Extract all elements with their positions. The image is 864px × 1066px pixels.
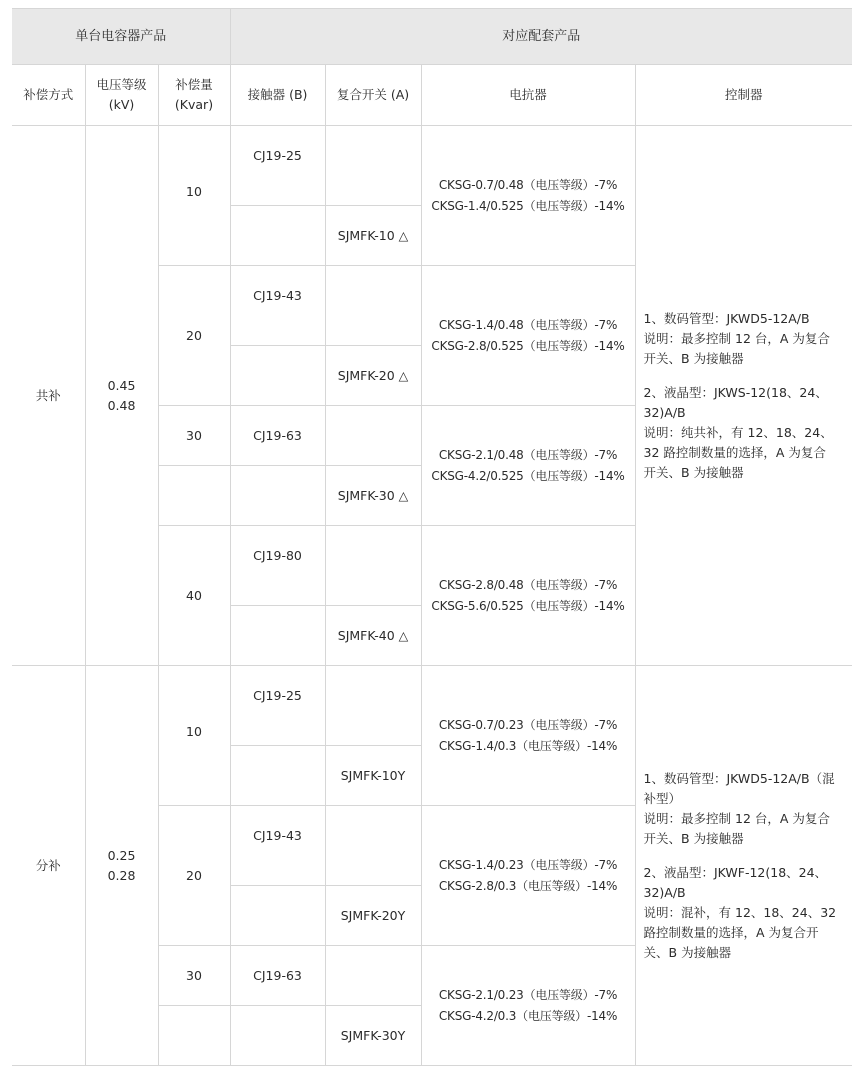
reactor-spec: CKSG-2.8/0.3（电压等级）-14% <box>438 878 618 893</box>
controller-line: 说明：最多控制 12 台，A 为复合 <box>643 810 830 826</box>
voltage-cell <box>85 666 158 1066</box>
controller-line: 2、液晶型：JKWF-12(18、24、 <box>643 864 828 880</box>
col-contactor-header: 接触器 (B) <box>230 65 325 126</box>
reactor-spec: CKSG-2.8/0.48（电压等级）-7% <box>438 577 618 592</box>
switch-cell: SJMFK-10 △ <box>325 206 421 266</box>
switch-cell-empty <box>325 266 421 346</box>
voltage-value: 0.28 <box>107 867 136 883</box>
table-row <box>12 126 852 206</box>
reactor-cell <box>421 406 635 526</box>
switch-cell-empty <box>325 806 421 886</box>
contactor-cell-empty <box>230 746 325 806</box>
reactor-spec: CKSG-2.1/0.23（电压等级）-7% <box>438 987 618 1002</box>
controller-cell <box>635 126 852 666</box>
controller-line: 开关、B 为接触器 <box>643 464 744 480</box>
switch-cell: SJMFK-40 △ <box>325 606 421 666</box>
contactor-cell-empty <box>230 1006 325 1066</box>
single-capacitor-header: 单台电容器产品 <box>12 9 230 65</box>
reactor-cell <box>421 666 635 806</box>
col-voltage-header <box>85 65 158 126</box>
switch-cell: SJMFK-20Y <box>325 886 421 946</box>
switch-cell: SJMFK-20 △ <box>325 346 421 406</box>
reactor-spec: CKSG-2.1/0.48（电压等级）-7% <box>438 447 618 462</box>
reactor-spec: CKSG-5.6/0.525（电压等级）-14% <box>431 598 625 613</box>
contactor-cell: CJ19-25 <box>230 666 325 746</box>
switch-cell-empty <box>325 126 421 206</box>
controller-line: 32)A/B <box>643 404 686 420</box>
controller-line: 32 路控制数量的选择，A 为复合 <box>643 444 826 460</box>
col-voltage-unit: (kV) <box>108 97 135 112</box>
contactor-cell-empty <box>230 606 325 666</box>
reactor-spec: CKSG-2.8/0.525（电压等级）-14% <box>431 338 625 353</box>
kvar-cell: 20 <box>158 266 230 406</box>
reactor-cell <box>421 126 635 266</box>
reactor-spec: CKSG-4.2/0.3（电压等级）-14% <box>438 1008 618 1023</box>
kvar-cell: 30 <box>158 406 230 466</box>
controller-line: 说明：混补，有 12、18、24、32 <box>643 904 837 920</box>
kvar-cell: 10 <box>158 666 230 806</box>
mode-cell: 共补 <box>12 126 85 666</box>
contactor-cell: CJ19-80 <box>230 526 325 606</box>
contactor-cell-empty <box>230 346 325 406</box>
controller-line: 关、B 为接触器 <box>643 944 732 960</box>
header-row-columns <box>12 65 852 126</box>
col-controller-header: 控制器 <box>635 65 852 126</box>
switch-cell-empty <box>325 946 421 1006</box>
controller-line: 1、数码管型：JKWD5-12A/B <box>643 310 810 326</box>
switch-cell: SJMFK-30 △ <box>325 466 421 526</box>
mode-cell: 分补 <box>12 666 85 1066</box>
contactor-cell: CJ19-63 <box>230 406 325 466</box>
kvar-cell-empty <box>158 466 230 526</box>
contactor-cell-empty <box>230 466 325 526</box>
kvar-cell: 20 <box>158 806 230 946</box>
controller-line: 路控制数量的选择，A 为复合开 <box>643 924 819 940</box>
reactor-spec: CKSG-4.2/0.525（电压等级）-14% <box>431 468 625 483</box>
voltage-value: 0.25 <box>107 847 136 863</box>
reactor-spec: CKSG-1.4/0.23（电压等级）-7% <box>438 857 618 872</box>
voltage-cell <box>85 126 158 666</box>
contactor-cell-empty <box>230 886 325 946</box>
reactor-spec: CKSG-1.4/0.3（电压等级）-14% <box>438 738 618 753</box>
switch-cell-empty <box>325 526 421 606</box>
col-mode-header: 补偿方式 <box>12 65 85 126</box>
reactor-spec: CKSG-0.7/0.48（电压等级）-7% <box>438 177 618 192</box>
header-row-group <box>12 9 852 65</box>
col-capacity-label: 补偿量 <box>175 77 213 92</box>
switch-cell: SJMFK-30Y <box>325 1006 421 1066</box>
reactor-spec: CKSG-0.7/0.23（电压等级）-7% <box>438 717 618 732</box>
reactor-spec: CKSG-1.4/0.48（电压等级）-7% <box>438 317 618 332</box>
controller-line: 说明：纯共补，有 12、18、24、 <box>643 424 833 440</box>
kvar-cell: 40 <box>158 526 230 666</box>
controller-line: 2、液晶型：JKWS-12(18、24、 <box>643 384 828 400</box>
reactor-cell <box>421 946 635 1066</box>
col-capacity-unit: (Kvar) <box>174 97 214 112</box>
table-row <box>12 666 852 746</box>
contactor-cell: CJ19-63 <box>230 946 325 1006</box>
controller-line: 32)A/B <box>643 884 686 900</box>
contactor-cell: CJ19-43 <box>230 266 325 346</box>
kvar-cell: 10 <box>158 126 230 266</box>
voltage-value: 0.45 <box>107 377 136 393</box>
controller-line: 说明：最多控制 12 台，A 为复合 <box>643 330 830 346</box>
controller-line: 1、数码管型：JKWD5-12A/B（混 <box>643 770 835 786</box>
controller-line: 补型） <box>643 790 682 806</box>
voltage-value: 0.48 <box>107 397 136 413</box>
reactor-cell <box>421 806 635 946</box>
kvar-cell: 30 <box>158 946 230 1006</box>
col-reactor-header: 电抗器 <box>421 65 635 126</box>
contactor-cell: CJ19-43 <box>230 806 325 886</box>
reactor-spec: CKSG-1.4/0.525（电压等级）-14% <box>431 198 625 213</box>
col-capacity-header <box>158 65 230 126</box>
reactor-cell <box>421 266 635 406</box>
controller-line: 开关、B 为接触器 <box>643 350 744 366</box>
switch-cell: SJMFK-10Y <box>325 746 421 806</box>
product-matching-table <box>12 8 852 1066</box>
controller-cell <box>635 666 852 1066</box>
col-switch-header: 复合开关 (A) <box>325 65 421 126</box>
switch-cell-empty <box>325 406 421 466</box>
contactor-cell-empty <box>230 206 325 266</box>
reactor-cell <box>421 526 635 666</box>
matching-products-header: 对应配套产品 <box>230 9 852 65</box>
controller-line: 开关、B 为接触器 <box>643 830 744 846</box>
contactor-cell: CJ19-25 <box>230 126 325 206</box>
switch-cell-empty <box>325 666 421 746</box>
kvar-cell-empty <box>158 1006 230 1066</box>
col-voltage-label: 电压等级 <box>96 77 147 92</box>
